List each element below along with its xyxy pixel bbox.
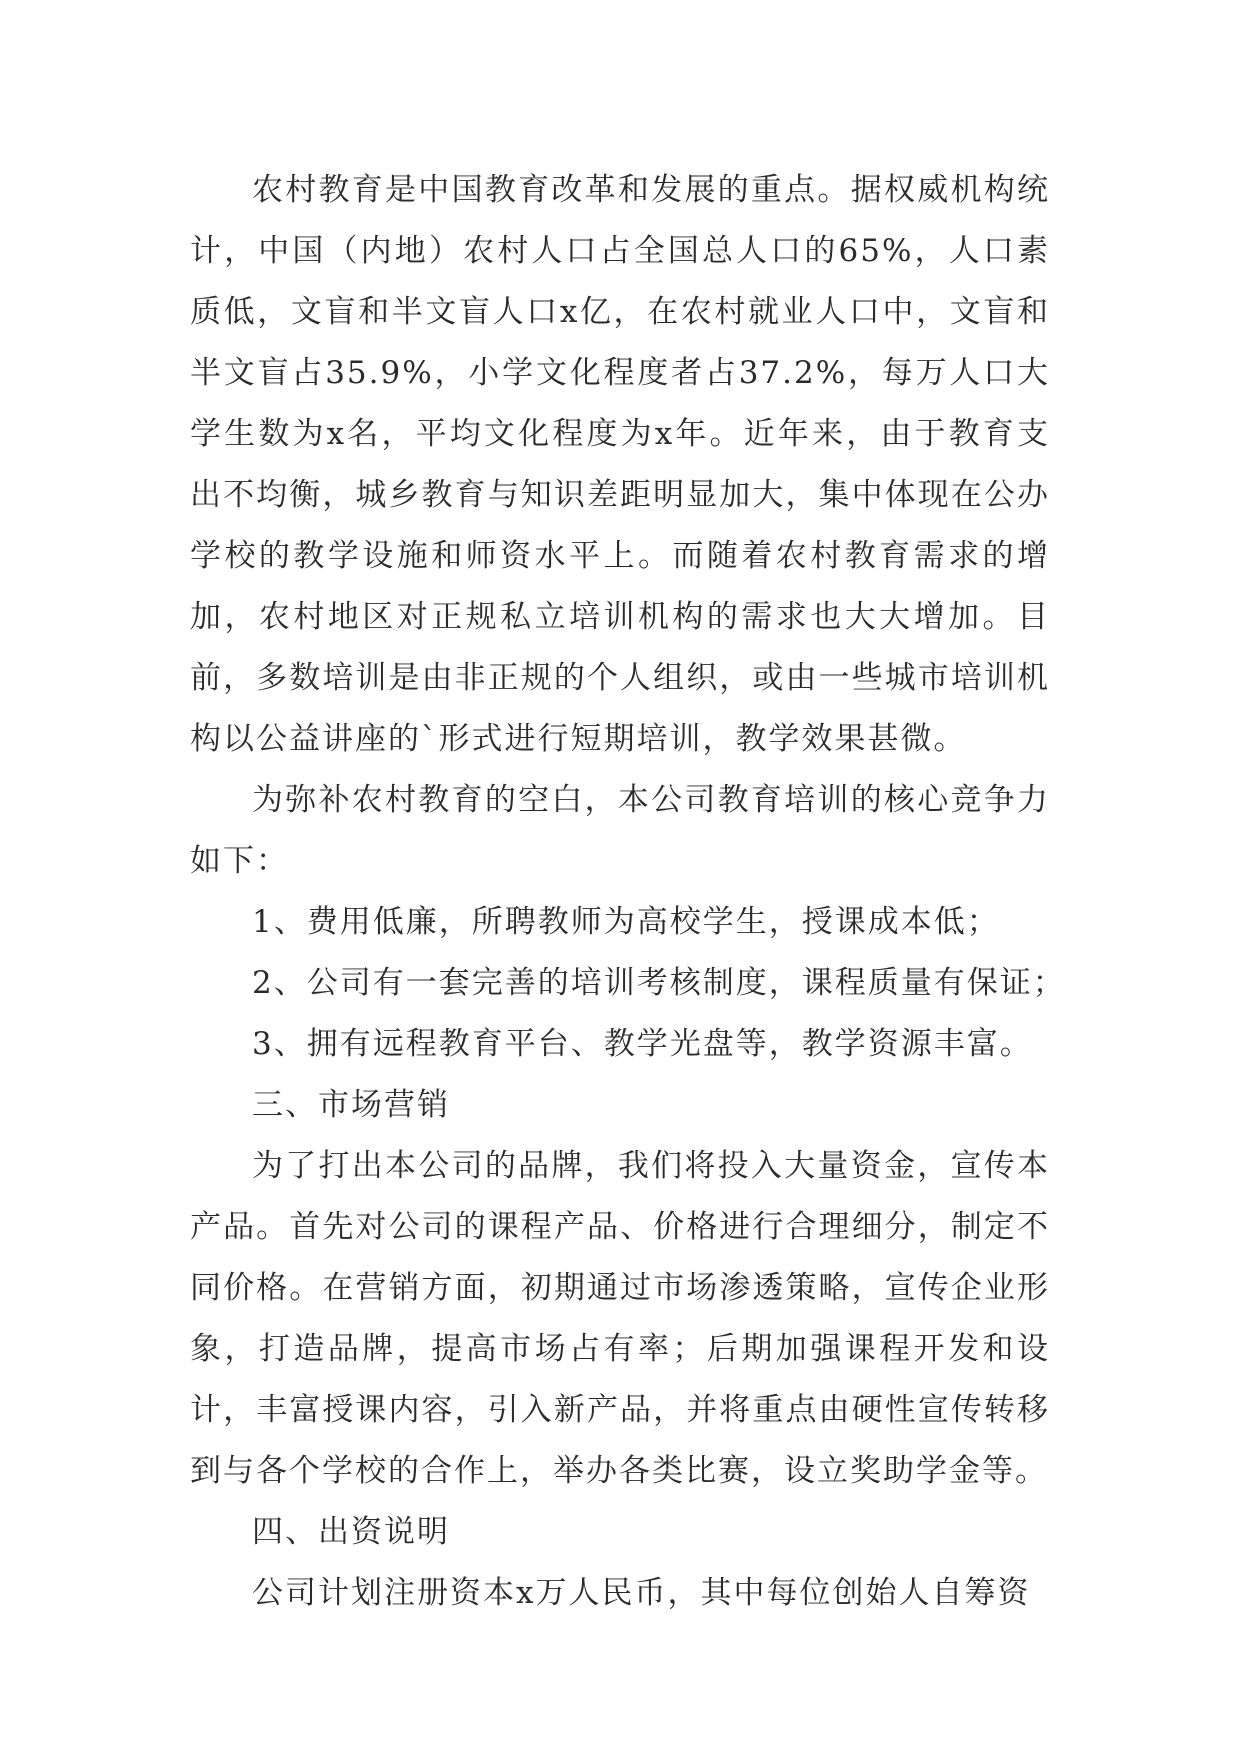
list-item-low-cost: 1、费用低廉，所聘教师为高校学生，授课成本低； xyxy=(252,904,1000,940)
paragraph-investment: 公司计划注册资本x万人民币，其中每位创始人自筹资 xyxy=(252,1575,1031,1611)
list-item-training-system: 2、公司有一套完善的培训考核制度，课程质量有保证； xyxy=(252,965,1066,1001)
heading-investment: 四、出资说明 xyxy=(252,1514,450,1550)
paragraph-rural-education: 农村教育是中国教育改革和发展的重点。据权威机构统计，中国（内地）农村人口占全国总人口的65%，人口素质低，文盲和半文盲人口x亿，在农村就业人口中，文盲和半文盲占35.9%，小学文化程度者占37.2%，每万人口大学生数为x名，平均文化程度为x年。近年来，由于教育支出不均衡，城乡教育与知识差距明显加大，集中体现在公办学校的教学设施和师资水平上。而随着农村教育需求的增加，农村地区对正规私立培训机构的需求也大大增加。目前，多数培训是由非正规的个人组织，或由一些城市培训机构以公益讲座的`形式进行短期培训，教学效果甚微。 xyxy=(190,172,1050,757)
paragraph-marketing: 为了打出本公司的品牌，我们将投入大量资金，宣传本产品。首先对公司的课程产品、价格进行合理细分，制定不同价格。在营销方面，初期通过市场渗透策略，宣传企业形象，打造品牌，提高市场占有率；后期加强课程开发和设计，丰富授课内容，引入新产品，并将重点由硬性宣传转移到与各个学校的合作上，举办各类比赛，设立奖助学金等。 xyxy=(190,1148,1050,1489)
list-item-resources: 3、拥有远程教育平台、教学光盘等，教学资源丰富。 xyxy=(252,1026,1033,1062)
paragraph-core-competence: 为弥补农村教育的空白，本公司教育培训的核心竞争力如下： xyxy=(190,782,1050,879)
document-body xyxy=(190,160,1066,1624)
heading-marketing: 三、市场营销 xyxy=(252,1087,450,1123)
